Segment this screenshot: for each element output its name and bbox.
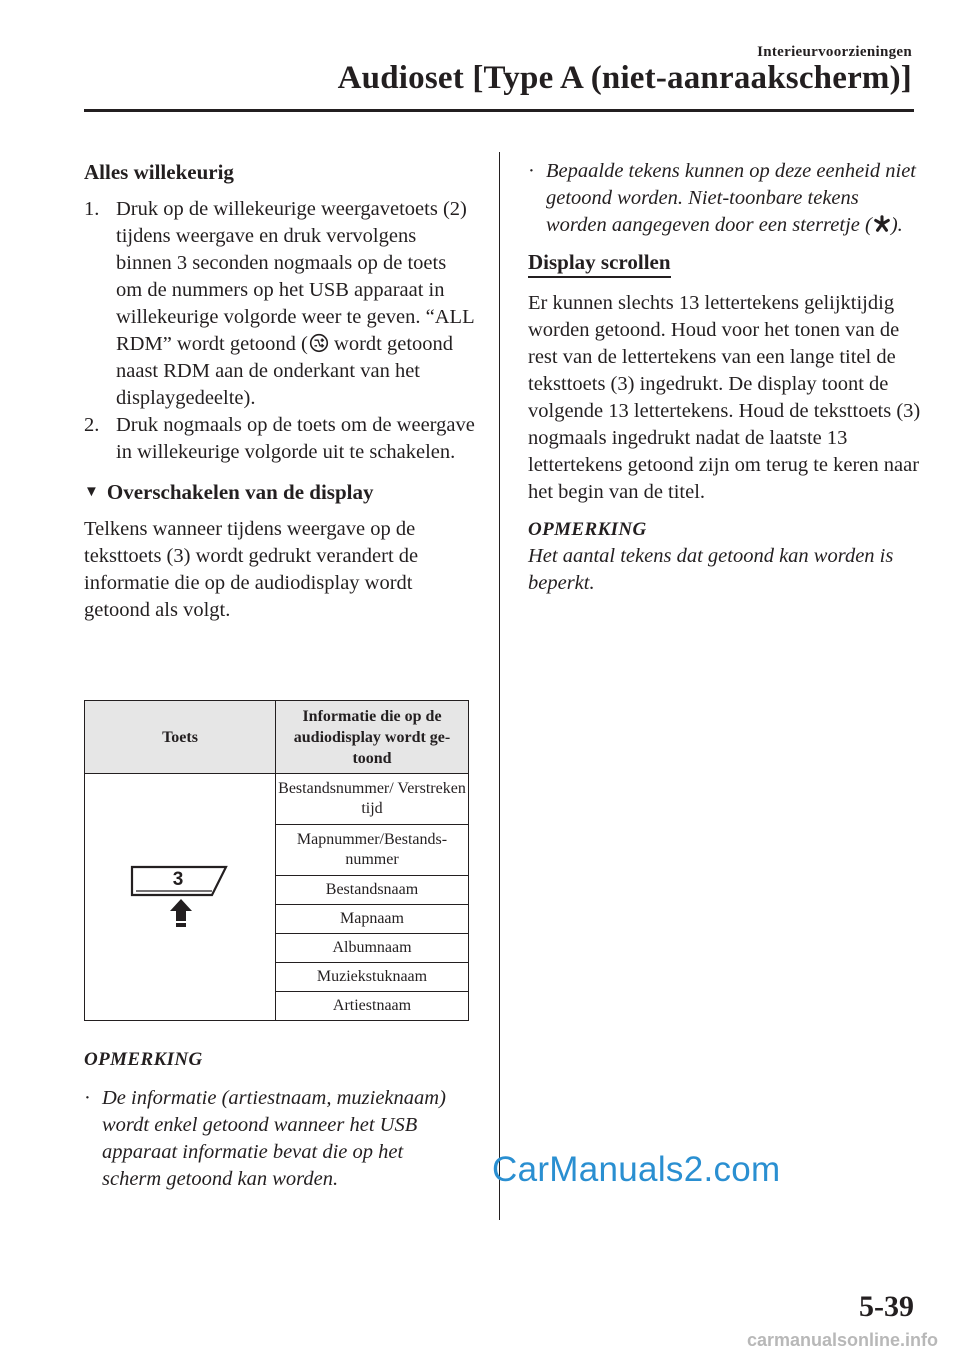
page-title: Audioset [Type A (niet-aanraakscherm)] [337,60,912,96]
step-number: 1. [84,198,100,220]
random-playback-icon [309,333,329,353]
left-column [84,158,476,624]
step-text: Druk op de willekeurige weergavetoets (2) tijdens weergave en druk vervolgens binnen 3 seconden nogmaals op de toets om de nummers op het USB apparaat in willekeurige volgorde weer te geven. “ALL RDM” wordt getoond ( wordt getoond naast RDM aan de onderkant van het displaygedeelte). [116,198,474,409]
scroll-paragraph: Er kunnen slechts 13 lettertekens gelijktijdig worden getoond. Houd voor het tonen van de rest van de lettertekens van een lange titel de teksttoets (3) ingedrukt. De display toont de volgende 13 lettertekens. Houd de teksttoets (3) nogmaals ingedrukt nadat de laatste 13 lettertekens getoond zijn om terug te keren naar het begin van de titel. [528,292,921,503]
note-bullet [528,158,923,239]
section-label: Interieurvoorzieningen [757,44,912,60]
step-text: Druk nogmaals op de toets om de weergave in willekeurige volgorde uit te schakelen. [116,414,475,463]
asterisk-icon [873,215,891,233]
heading-display-scrollen: Display scrollen [528,249,671,278]
step-number: 2. [84,414,100,436]
table-cell: Muziekstuknaam [276,963,469,992]
note-text: Het aantal tekens dat getoond kan worden is beperkt. [528,545,894,594]
table-header-toets: Toets [85,701,276,774]
step-2 [84,412,476,466]
section-paragraph: Telkens wanneer tijdens weergave op de teksttoets (3) wordt gedrukt verandert de informatie die op de audiodisplay wordt getoond als volgt. [84,518,419,621]
note-title: OPMERKING [84,1049,203,1070]
table-cell: Artiestnaam [276,992,469,1021]
column-divider [499,152,500,1220]
footer-watermark: carmanualsonline.info [746,1330,938,1350]
left-note [84,1046,464,1193]
note-title: OPMERKING [528,519,647,540]
table-row [85,774,469,825]
note-text: Bepaalde tekens kunnen op deze eenheid niet getoond worden. Niet-toonbare tekens worden aangegeven door een sterretje ( ). [546,160,916,236]
right-column [528,158,923,597]
triangle-down-icon: ▼ [84,484,99,500]
watermark-carmanuals2: CarManuals2.com [492,1150,781,1189]
button-number-label: 3 [172,869,184,890]
heading-alles-willekeurig: Alles willekeurig [84,160,234,184]
section-heading-overschakelen: ▼ Overschakelen van de display [84,480,374,504]
table-cell: Bestandsnummer/ Verstreken tijd [276,774,469,825]
button-cell [85,774,276,1021]
text-button-3-icon [120,857,240,937]
bullet-dot: · [84,1087,91,1109]
note-text: De informatie (artiestnaam, muzieknaam) wordt enkel getoond wanneer het USB apparaat informatie bevat die op het scherm getoond kan worden. [102,1087,446,1190]
table-cell: Mapnaam [276,905,469,934]
table-header-row [85,701,469,774]
display-info-table [84,700,469,1021]
page-number: 5-39 [859,1290,914,1323]
table-cell: Albumnaam [276,934,469,963]
table-header-info: Informatie die op de audiodisplay wordt ge-toond [276,701,469,774]
header-rule [84,109,914,112]
step-1 [84,196,476,412]
table-cell: Bestandsnaam [276,876,469,905]
note-bullet [84,1085,464,1193]
bullet-dot: · [528,160,535,182]
table-cell: Mapnummer/Bestands-nummer [276,825,469,876]
